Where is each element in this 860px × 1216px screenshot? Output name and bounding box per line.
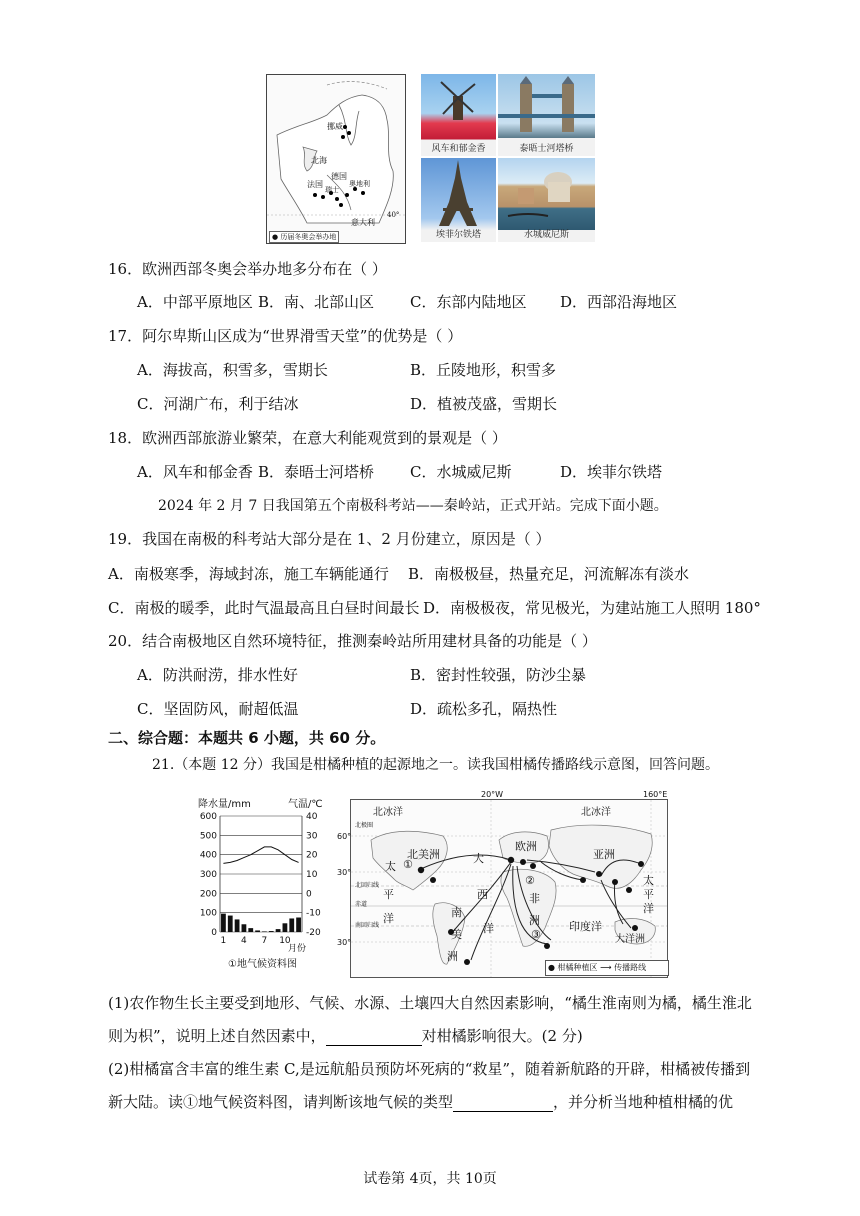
left-tick-label: 200 <box>199 889 217 900</box>
venice-icon <box>498 158 595 230</box>
x-tick-label: 10 <box>279 936 291 946</box>
q21-part2-text-b: ，并分析当地种植柑橘的优 <box>553 1093 734 1111</box>
q16-option-c[interactable]: C．东部内陆地区 <box>410 293 527 311</box>
right-tick-label: -20 <box>306 928 321 938</box>
ocean-label-pacific-e-1: 太 <box>643 874 654 887</box>
right-tick-label: 0 <box>306 889 312 900</box>
map-label-austria: 奥地利 <box>349 180 370 188</box>
x-tick-label: 1 <box>220 936 227 946</box>
marker-1: ① <box>403 858 413 871</box>
continent-label-oceania: 大洋洲 <box>615 934 645 945</box>
lat-label-30s: 30° <box>337 938 352 947</box>
line-label-tropic-capricorn: 南回归线 <box>355 922 380 929</box>
temperature-line <box>223 847 298 863</box>
question-17-stem: 17．阿尔卑斯山区成为“世界滑雪天堂”的优势是（ ） <box>108 327 463 345</box>
q21-part1-text-a: 则为枳”，说明上述自然因素中， <box>108 1027 326 1045</box>
q21-part2-line1: (2)柑橘富含丰富的维生素 C,是远航船员预防坏死病的“救星”，随着新航路的开辟，柑橘被传播到 <box>108 1060 751 1078</box>
continent-label-north-america: 北美洲 <box>407 848 440 861</box>
question-19-stem: 19．我国在南极的科考站大部分是在 1、2 月份建立，原因是（ ） <box>108 530 551 548</box>
left-tick-label: 300 <box>199 870 217 880</box>
ocean-label-pacific-w-3: 洋 <box>383 912 394 925</box>
ocean-label-arctic-w: 北冰洋 <box>373 807 403 818</box>
right-tick-label: 40 <box>306 812 318 822</box>
arrow-icon: ⟶ <box>600 963 612 972</box>
ocean-label-pacific-e-3: 洋 <box>643 902 654 915</box>
photo-windmill <box>421 74 496 156</box>
photo-caption: 风车和郁金香 <box>431 144 486 154</box>
precip-bar <box>296 918 301 933</box>
q20-option-a[interactable]: A．防洪耐涝，排水性好 <box>137 666 298 684</box>
left-tick-label: 500 <box>199 831 217 842</box>
photo-venice <box>498 158 595 242</box>
map-legend <box>269 231 339 243</box>
photo-caption: 泰晤士河塔桥 <box>519 144 574 154</box>
q21-part2-answer-blank[interactable] <box>453 1093 553 1112</box>
precip-bar <box>242 924 247 932</box>
q20-option-d[interactable]: D．疏松多孔，隔热性 <box>410 700 558 718</box>
precip-bar <box>255 930 260 932</box>
continent-label-south-america-1: 南 <box>451 906 462 919</box>
map-label-germany: 德国 <box>331 172 347 181</box>
q19-option-c[interactable]: C．南极的暖季，此时气温最高且白昼时间最长 <box>108 599 420 617</box>
map-lat-label: 40° <box>387 211 400 219</box>
precip-bar <box>269 931 274 932</box>
map-label-north-sea: 北海 <box>311 156 327 165</box>
question-16-stem: 16．欧洲西部冬奥会举办地多分布在（ ） <box>108 260 387 278</box>
legend-route-text: 传播路线 <box>614 963 647 972</box>
lon-label-160e: 160°E <box>643 790 668 799</box>
legend-text: 历届冬奥会举办地 <box>280 233 337 241</box>
left-tick-label: 400 <box>199 850 217 861</box>
precip-bar <box>262 931 267 932</box>
world-map-drawing <box>351 800 667 977</box>
q20-option-c[interactable]: C．坚固防风，耐超低温 <box>137 700 299 718</box>
q21-part1-line1: (1)农作物生长主要受到地形、气候、水源、土壤四大自然因素影响，“橘生淮南则为橘，橘生淮北 <box>108 994 752 1012</box>
q18-option-a[interactable]: A．风车和郁金香 <box>137 463 253 481</box>
precip-bar <box>228 916 233 932</box>
precip-bar <box>289 918 294 932</box>
legend-plant-text: 柑橘种植区 <box>557 963 598 972</box>
bridge-icon <box>498 74 595 140</box>
x-unit: 月份 <box>288 944 307 954</box>
marker-2: ② <box>525 874 535 887</box>
continent-label-africa-1: 非 <box>529 892 540 905</box>
q18-option-b[interactable]: B．泰晤士河塔桥 <box>258 463 375 481</box>
photo-caption: 埃菲尔铁塔 <box>435 230 481 240</box>
q19-option-a[interactable]: A．南极寒季，海域封冻，施工车辆能通行 <box>108 565 389 583</box>
precip-bar <box>276 929 281 932</box>
ocean-label-pacific-w-2: 平 <box>383 888 394 901</box>
eiffel-tower-icon <box>421 158 496 230</box>
map-label-france: 法国 <box>307 180 323 189</box>
section-2-title: 二、综合题：本题共 6 小题，共 60 分。 <box>108 729 386 747</box>
ocean-label-atlantic-3: 洋 <box>483 922 494 935</box>
line-label-tropic-cancer: 北回归线 <box>355 882 380 889</box>
climate-chart <box>190 795 340 970</box>
world-map <box>337 790 668 978</box>
climate-chart-svg <box>190 795 340 970</box>
q16-option-d[interactable]: D．西部沿海地区 <box>560 293 678 311</box>
q21-part1-line2 <box>108 1026 583 1046</box>
europe-map <box>266 74 406 244</box>
q17-option-b[interactable]: B．丘陵地形，积雪多 <box>410 361 557 379</box>
photo-eiffel <box>421 158 496 242</box>
ocean-label-pacific-w-1: 太 <box>385 860 396 873</box>
q19-option-b[interactable]: B．南极极昼，热量充足，河流解冻有淡水 <box>408 565 690 583</box>
left-tick-label: 100 <box>199 908 217 919</box>
ocean-label-atlantic-2: 西 <box>477 888 488 901</box>
precip-bar <box>283 923 288 932</box>
continent-label-south-america-3: 洲 <box>447 950 458 963</box>
q20-option-b[interactable]: B．密封性较强，防沙尘暴 <box>410 666 587 684</box>
right-axis-title: 气温/℃ <box>288 799 323 810</box>
right-tick-label: -10 <box>306 908 321 919</box>
map-label-italy: 意大利 <box>351 218 375 227</box>
world-map-legend <box>545 960 669 976</box>
q21-part2-text-a: 新大陆。读①地气候资料图，请判断该地气候的类型 <box>108 1093 454 1111</box>
lat-label-30n: 30° <box>337 868 352 877</box>
precip-bar <box>221 914 226 932</box>
question-21-intro: 21.（本题 12 分）我国是柑橘种植的起源地之一。读我国柑橘传播路线示意图，回答问题。 <box>152 757 719 773</box>
right-tick-label: 10 <box>306 870 318 880</box>
q16-option-a[interactable]: A．中部平原地区 <box>137 293 253 311</box>
right-tick-label: 30 <box>306 831 318 842</box>
continent-label-south-america-2: 美 <box>451 928 462 941</box>
left-tick-label: 0 <box>211 928 217 938</box>
ocean-label-arctic-e: 北冰洋 <box>581 807 611 818</box>
legend-dot-icon: ● <box>272 233 279 241</box>
precip-bar <box>235 919 240 932</box>
europe-map-drawing <box>267 75 405 243</box>
photo-caption: 水城威尼斯 <box>523 230 569 240</box>
continent-label-africa-2: 洲 <box>529 914 540 927</box>
continent-label-europe: 欧洲 <box>515 840 537 853</box>
plant-area-icon: ● <box>548 963 555 972</box>
q16-option-b[interactable]: B．南、北部山区 <box>258 293 375 311</box>
x-tick-label: 4 <box>241 936 247 946</box>
group-intro: 2024 年 2 月 7 日我国第五个南极科考站——秦岭站，正式开站。完成下面小题。 <box>158 498 668 514</box>
climate-chart-caption: ①地气候资料图 <box>228 959 297 970</box>
ocean-label-pacific-e-2: 平 <box>643 888 654 901</box>
photo-tower-bridge <box>498 74 595 156</box>
map-label-switzerland: 瑞士 <box>325 186 339 194</box>
precip-bar <box>248 928 253 932</box>
right-tick-label: 20 <box>306 850 318 861</box>
x-tick-label: 7 <box>261 936 268 946</box>
q18-option-c[interactable]: C．水城威尼斯 <box>410 463 512 481</box>
left-tick-label: 600 <box>199 812 217 822</box>
marker-3: ③ <box>531 928 541 941</box>
map-label-norway: 挪威 <box>327 122 343 131</box>
q19-option-d[interactable]: D．南极极夜，常见极光，为建站施工人照明 180° <box>423 599 761 617</box>
windmill-icon <box>421 74 496 139</box>
q17-option-c[interactable]: C．河湖广布，利于结冰 <box>137 395 299 413</box>
page-footer: 试卷第 4页，共 10页 <box>363 1171 497 1187</box>
ocean-label-indian: 印度洋 <box>569 920 602 933</box>
ocean-label-atlantic-1: 大 <box>473 852 484 865</box>
q21-part2-line2 <box>108 1092 733 1112</box>
left-axis-title: 降水量/mm <box>198 799 251 810</box>
line-label-arctic-circle: 北极圈 <box>355 822 374 829</box>
q18-option-d[interactable]: D．埃菲尔铁塔 <box>560 463 663 481</box>
q21-part1-text-b: 对柑橘影响很大。(2 分) <box>421 1027 583 1045</box>
lat-label-60: 60° <box>337 832 352 841</box>
line-label-equator: 赤道 <box>355 901 368 908</box>
question-20-stem: 20．结合南极地区自然环境特征，推测秦岭站所用建材具备的功能是（ ） <box>108 632 597 650</box>
question-18-stem: 18．欧洲西部旅游业繁荣，在意大利能观赏到的景观是（ ） <box>108 429 507 447</box>
continent-label-asia: 亚洲 <box>593 848 615 861</box>
lon-label-20w: 20°W <box>481 790 504 799</box>
q17-option-a[interactable]: A．海拔高，积雪多，雪期长 <box>137 361 328 379</box>
q21-part1-answer-blank[interactable] <box>326 1027 422 1046</box>
q17-option-d[interactable]: D．植被茂盛，雪期长 <box>410 395 558 413</box>
